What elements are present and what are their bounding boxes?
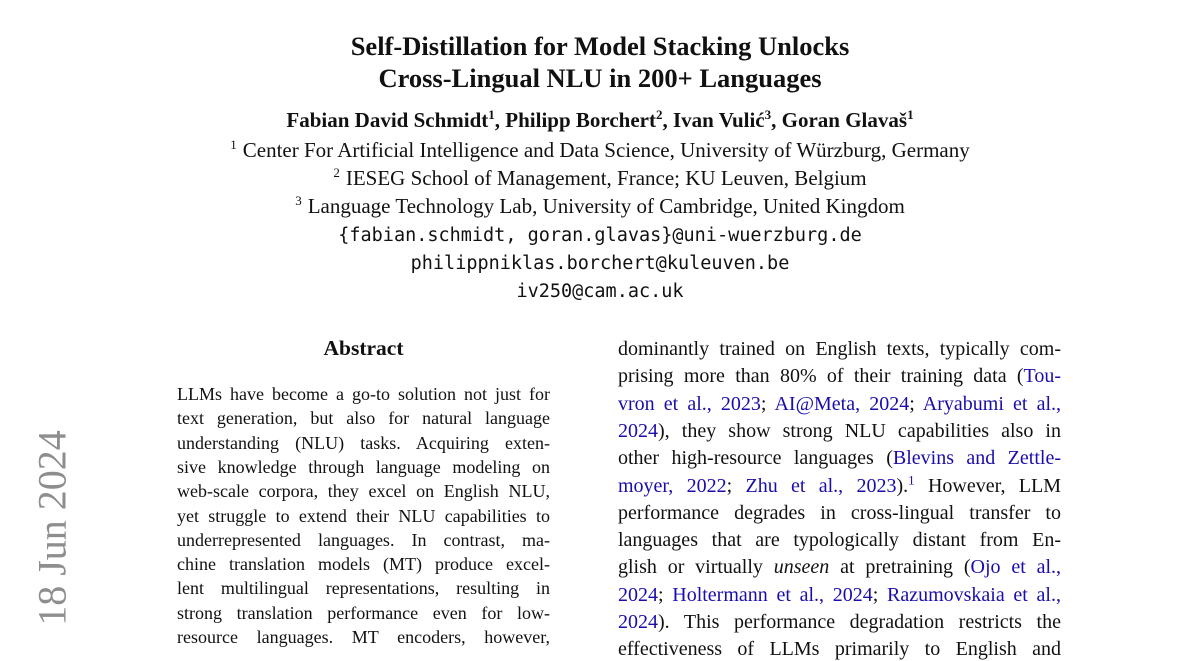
author-name: Fabian David Schmidt bbox=[286, 108, 489, 132]
abstract-line: strong translation performance even for low- bbox=[177, 602, 550, 623]
body-text-line bbox=[618, 611, 1061, 634]
abstract-line: yet struggle to extend their NLU capabilities to bbox=[177, 505, 550, 526]
text-segment: ; bbox=[872, 583, 887, 606]
author-name: Ivan Vulić bbox=[673, 108, 765, 132]
email-address[interactable]: {fabian.schmidt, goran.glavas}@uni-wuerzburg.de bbox=[338, 225, 862, 246]
abstract-line: resource languages. MT encoders, however, bbox=[177, 627, 550, 647]
author-separator: , bbox=[494, 108, 506, 132]
text-segment: glish or virtually bbox=[618, 556, 774, 579]
affiliation-number: 1 bbox=[230, 137, 237, 152]
author-separator: , bbox=[771, 108, 782, 132]
abstract-line: LLMs have become a go-to solution not just for bbox=[177, 384, 550, 404]
body-text-line bbox=[618, 338, 1061, 361]
text-segment: ; bbox=[760, 392, 775, 415]
affiliation bbox=[0, 192, 1200, 220]
text-segment: prising more than 80% of their training data ( bbox=[618, 365, 1024, 388]
text-segment: However, LLM bbox=[914, 474, 1062, 497]
text-segment: ; bbox=[658, 583, 673, 606]
body-text-line bbox=[618, 556, 1061, 579]
abstract-line: understanding (NLU) tasks. Acquiring exten- bbox=[177, 432, 550, 453]
footnote-marker[interactable]: 1 bbox=[908, 471, 915, 487]
citation-link[interactable]: Zhu et al., 2023 bbox=[745, 474, 897, 497]
abstract-line: text generation, but also for natural language bbox=[177, 408, 550, 429]
author-name: Goran Glavaš bbox=[781, 108, 908, 132]
text-segment: ), they show strong NLU capabilities also in bbox=[658, 419, 1061, 442]
text-segment: other high-resource languages ( bbox=[618, 447, 893, 470]
abstract-line: web-scale corpora, they excel on English NLU, bbox=[177, 481, 550, 502]
citation-link[interactable]: vron et al., 2023 bbox=[618, 392, 761, 415]
text-segment: ; bbox=[726, 474, 746, 497]
text-segment: languages that are typologically distant from En- bbox=[618, 529, 1061, 552]
text-segment: effectiveness of LLMs primarily to English and bbox=[618, 638, 1061, 661]
affiliation-text: IESEG School of Management, France; KU Leuven, Belgium bbox=[345, 166, 867, 190]
text-segment: dominantly trained on English texts, typically com- bbox=[618, 338, 1061, 360]
citation-link[interactable]: AI@Meta, 2024 bbox=[774, 392, 910, 415]
affiliation bbox=[0, 136, 1200, 164]
abstract-line: lent multilingual representations, resulting in bbox=[177, 578, 550, 599]
citation-link[interactable]: 2024 bbox=[618, 419, 658, 442]
email-list bbox=[0, 222, 1200, 306]
paper-title bbox=[0, 30, 1200, 94]
body-text-line bbox=[618, 502, 1061, 525]
title-line: Self-Distillation for Model Stacking Unlocks bbox=[350, 31, 850, 61]
author-affiliation-mark: 3 bbox=[764, 107, 772, 122]
body-text-line bbox=[618, 584, 1061, 607]
arxiv-date-stamp: 18 Jun 2024 bbox=[29, 430, 75, 626]
body-text-line bbox=[618, 393, 1061, 416]
citation-link[interactable]: Aryabumi et al., bbox=[922, 392, 1061, 415]
author-list bbox=[0, 108, 1200, 133]
title-line: Cross-Lingual NLU in 200+ Languages bbox=[378, 63, 822, 93]
author-separator: , bbox=[662, 108, 673, 132]
author-name: Philipp Borchert bbox=[505, 108, 656, 132]
citation-link[interactable]: Razumovskaia et al., bbox=[886, 583, 1061, 606]
abstract-line: sive knowledge through language modeling on bbox=[177, 456, 550, 477]
citation-link[interactable]: 2024 bbox=[618, 583, 658, 606]
text-segment: ). bbox=[896, 474, 909, 497]
citation-link[interactable]: Blevins and Zettle- bbox=[892, 447, 1061, 470]
text-segment: ; bbox=[909, 392, 923, 415]
affiliation bbox=[0, 164, 1200, 192]
email-address[interactable]: philippniklas.borchert@kuleuven.be bbox=[410, 253, 790, 274]
citation-link[interactable]: moyer, 2022 bbox=[618, 474, 727, 497]
affiliation-number: 2 bbox=[333, 165, 340, 180]
citation-link[interactable]: Holtermann et al., 2024 bbox=[672, 583, 873, 606]
abstract-heading: Abstract bbox=[323, 336, 404, 360]
citation-link[interactable]: Tou- bbox=[1023, 365, 1061, 388]
author-affiliation-mark: 1 bbox=[907, 107, 914, 122]
citation-link[interactable]: 2024 bbox=[618, 611, 658, 633]
abstract-line: chine translation models (MT) produce excel- bbox=[177, 554, 550, 575]
abstract-line: underrepresented languages. In contrast, ma- bbox=[177, 529, 550, 550]
emphasis-text: unseen bbox=[773, 556, 830, 579]
author-affiliation-mark: 2 bbox=[656, 107, 663, 122]
body-text-line bbox=[618, 447, 1061, 470]
body-text-line bbox=[618, 471, 1062, 498]
affiliation-number: 3 bbox=[295, 193, 302, 208]
author-affiliation-mark: 1 bbox=[488, 107, 495, 122]
affiliation-list bbox=[0, 136, 1200, 220]
text-segment: performance degrades in cross-lingual transfer to bbox=[618, 501, 1061, 524]
body-text-line bbox=[618, 365, 1061, 388]
body-text-line bbox=[618, 638, 1061, 661]
email-address[interactable]: iv250@cam.ac.uk bbox=[516, 281, 684, 302]
text-segment: ). This performance degradation restricts the bbox=[658, 611, 1061, 633]
text-segment: at pretraining ( bbox=[829, 556, 971, 579]
body-text-line bbox=[618, 420, 1061, 443]
affiliation-text: Language Technology Lab, University of Cambridge, United Kingdom bbox=[307, 194, 905, 218]
citation-link[interactable]: Ojo et al., bbox=[970, 556, 1061, 579]
body-text-line bbox=[618, 529, 1061, 552]
affiliation-text: Center For Artificial Intelligence and Data Science, University of Würzburg, Germany bbox=[242, 138, 970, 162]
